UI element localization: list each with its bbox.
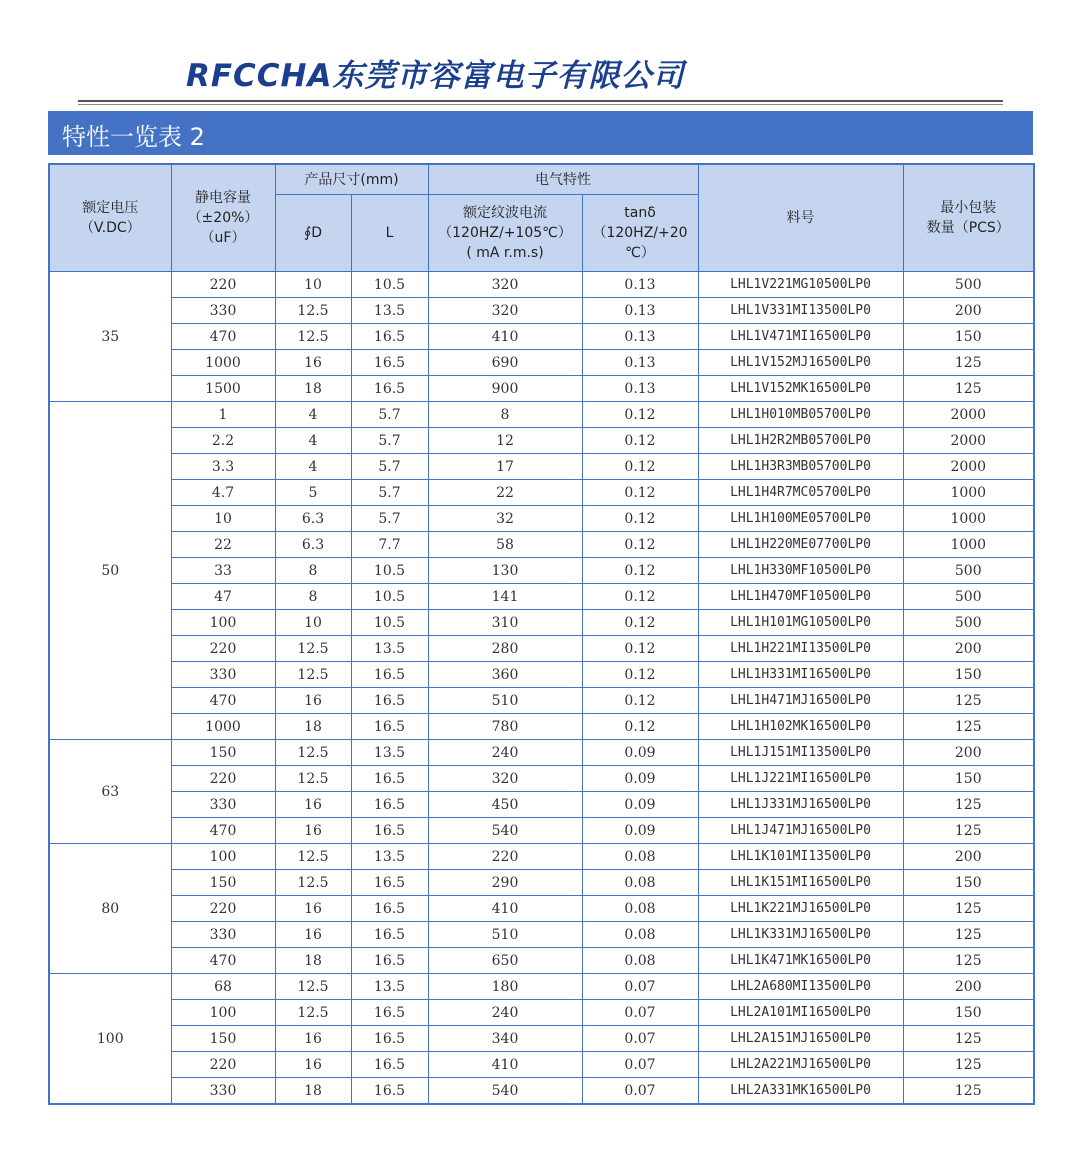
ripple-cell: 310 [428, 610, 582, 636]
ripple-cell: 320 [428, 298, 582, 324]
min-pack-cell: 1000 [903, 480, 1034, 506]
table-row [49, 766, 1034, 792]
ripple-cell: 650 [428, 948, 582, 974]
length-cell: 7.7 [351, 532, 428, 558]
part-number-cell: LHL1H3R3MB05700LP0 [698, 454, 903, 480]
length-cell: 16.5 [351, 818, 428, 844]
diameter-cell: 4 [275, 454, 351, 480]
length-cell: 16.5 [351, 766, 428, 792]
capacitance-cell: 330 [171, 922, 275, 948]
min-pack-cell: 500 [903, 558, 1034, 584]
header-capacitance: 静电容量 （±20%） （uF） [171, 164, 275, 272]
ripple-cell: 320 [428, 272, 582, 298]
part-number-cell: LHL1K331MJ16500LP0 [698, 922, 903, 948]
length-cell: 16.5 [351, 896, 428, 922]
ripple-cell: 180 [428, 974, 582, 1000]
part-number-cell: LHL2A331MK16500LP0 [698, 1078, 903, 1105]
ripple-cell: 17 [428, 454, 582, 480]
min-pack-cell: 125 [903, 922, 1034, 948]
diameter-cell: 16 [275, 1052, 351, 1078]
diameter-cell: 16 [275, 818, 351, 844]
ripple-cell: 22 [428, 480, 582, 506]
tan-cell: 0.07 [582, 1052, 698, 1078]
capacitance-cell: 100 [171, 1000, 275, 1026]
diameter-cell: 12.5 [275, 662, 351, 688]
length-cell: 16.5 [351, 714, 428, 740]
capacitance-cell: 100 [171, 610, 275, 636]
part-number-cell: LHL1K101MI13500LP0 [698, 844, 903, 870]
ripple-cell: 510 [428, 688, 582, 714]
capacitance-cell: 3.3 [171, 454, 275, 480]
part-number-cell: LHL1H100ME05700LP0 [698, 506, 903, 532]
capacitance-cell: 100 [171, 844, 275, 870]
part-number-cell: LHL1J471MJ16500LP0 [698, 818, 903, 844]
header-length: L [351, 195, 428, 272]
diameter-cell: 16 [275, 688, 351, 714]
min-pack-cell: 150 [903, 1000, 1034, 1026]
min-pack-cell: 2000 [903, 402, 1034, 428]
table-row [49, 272, 1034, 298]
part-number-cell: LHL1V152MJ16500LP0 [698, 350, 903, 376]
header-size-group: 产品尺寸(mm) [275, 164, 428, 195]
tan-cell: 0.08 [582, 870, 698, 896]
capacitance-cell: 1500 [171, 376, 275, 402]
spec-table [48, 163, 1035, 1105]
diameter-cell: 4 [275, 402, 351, 428]
table-row [49, 922, 1034, 948]
part-number-cell: LHL1H221MI13500LP0 [698, 636, 903, 662]
voltage-cell: 80 [49, 844, 171, 974]
table-row [49, 584, 1034, 610]
min-pack-cell: 200 [903, 636, 1034, 662]
min-pack-cell: 125 [903, 792, 1034, 818]
part-number-cell: LHL1H331MI16500LP0 [698, 662, 903, 688]
table-row [49, 636, 1034, 662]
ripple-cell: 340 [428, 1026, 582, 1052]
capacitance-cell: 220 [171, 272, 275, 298]
min-pack-cell: 125 [903, 896, 1034, 922]
tan-cell: 0.12 [582, 402, 698, 428]
diameter-cell: 12.5 [275, 844, 351, 870]
min-pack-cell: 1000 [903, 532, 1034, 558]
capacitance-cell: 220 [171, 896, 275, 922]
ripple-cell: 8 [428, 402, 582, 428]
header-tan-delta: tanδ （120HZ/+20 ℃） [582, 195, 698, 272]
capacitance-cell: 150 [171, 870, 275, 896]
min-pack-cell: 200 [903, 974, 1034, 1000]
ripple-cell: 540 [428, 818, 582, 844]
min-pack-cell: 125 [903, 818, 1034, 844]
capacitance-cell: 4.7 [171, 480, 275, 506]
diameter-cell: 12.5 [275, 298, 351, 324]
header-ripple-current: 额定纹波电流 （120HZ/+105℃） ( mA r.m.s) [428, 195, 582, 272]
ripple-cell: 410 [428, 1052, 582, 1078]
length-cell: 10.5 [351, 272, 428, 298]
tan-cell: 0.08 [582, 844, 698, 870]
length-cell: 16.5 [351, 948, 428, 974]
table-row [49, 428, 1034, 454]
diameter-cell: 10 [275, 610, 351, 636]
tan-cell: 0.13 [582, 376, 698, 402]
tan-cell: 0.12 [582, 532, 698, 558]
diameter-cell: 4 [275, 428, 351, 454]
table-row [49, 402, 1034, 428]
table-row [49, 1026, 1034, 1052]
tan-cell: 0.12 [582, 506, 698, 532]
diameter-cell: 12.5 [275, 870, 351, 896]
length-cell: 16.5 [351, 1052, 428, 1078]
tan-cell: 0.12 [582, 662, 698, 688]
capacitance-cell: 22 [171, 532, 275, 558]
length-cell: 16.5 [351, 376, 428, 402]
length-cell: 16.5 [351, 792, 428, 818]
tan-cell: 0.12 [582, 636, 698, 662]
table-row [49, 610, 1034, 636]
length-cell: 16.5 [351, 870, 428, 896]
min-pack-cell: 2000 [903, 454, 1034, 480]
diameter-cell: 18 [275, 714, 351, 740]
length-cell: 16.5 [351, 350, 428, 376]
length-cell: 5.7 [351, 402, 428, 428]
capacitance-cell: 33 [171, 558, 275, 584]
capacitance-cell: 220 [171, 636, 275, 662]
ripple-cell: 130 [428, 558, 582, 584]
length-cell: 16.5 [351, 922, 428, 948]
capacitance-cell: 68 [171, 974, 275, 1000]
length-cell: 5.7 [351, 454, 428, 480]
min-pack-cell: 150 [903, 662, 1034, 688]
capacitance-cell: 10 [171, 506, 275, 532]
tan-cell: 0.12 [582, 714, 698, 740]
header-part-number: 料号 [698, 164, 903, 272]
min-pack-cell: 200 [903, 298, 1034, 324]
part-number-cell: LHL1H010MB05700LP0 [698, 402, 903, 428]
min-pack-cell: 150 [903, 324, 1034, 350]
capacitance-cell: 150 [171, 740, 275, 766]
tan-cell: 0.12 [582, 610, 698, 636]
length-cell: 16.5 [351, 1078, 428, 1105]
length-cell: 16.5 [351, 324, 428, 350]
header-divider [78, 100, 1003, 102]
ripple-cell: 240 [428, 1000, 582, 1026]
tan-cell: 0.12 [582, 454, 698, 480]
capacitance-cell: 150 [171, 1026, 275, 1052]
min-pack-cell: 125 [903, 1078, 1034, 1105]
ripple-cell: 900 [428, 376, 582, 402]
ripple-cell: 410 [428, 896, 582, 922]
tan-cell: 0.13 [582, 298, 698, 324]
capacitance-cell: 47 [171, 584, 275, 610]
capacitance-cell: 330 [171, 792, 275, 818]
capacitance-cell: 470 [171, 818, 275, 844]
ripple-cell: 58 [428, 532, 582, 558]
diameter-cell: 12.5 [275, 324, 351, 350]
tan-cell: 0.09 [582, 792, 698, 818]
capacitance-cell: 1 [171, 402, 275, 428]
min-pack-cell: 1000 [903, 506, 1034, 532]
ripple-cell: 540 [428, 1078, 582, 1105]
part-number-cell: LHL1V471MI16500LP0 [698, 324, 903, 350]
section-title: 特性一览表 2 [62, 123, 205, 151]
header-min-pack: 最小包装 数量（PCS） [903, 164, 1034, 272]
capacitance-cell: 2.2 [171, 428, 275, 454]
capacitance-cell: 220 [171, 766, 275, 792]
voltage-cell: 63 [49, 740, 171, 844]
diameter-cell: 12.5 [275, 740, 351, 766]
length-cell: 10.5 [351, 584, 428, 610]
ripple-cell: 450 [428, 792, 582, 818]
tan-cell: 0.13 [582, 272, 698, 298]
diameter-cell: 18 [275, 376, 351, 402]
ripple-cell: 510 [428, 922, 582, 948]
part-number-cell: LHL1J331MJ16500LP0 [698, 792, 903, 818]
length-cell: 13.5 [351, 636, 428, 662]
tan-cell: 0.13 [582, 324, 698, 350]
table-row [49, 818, 1034, 844]
ripple-cell: 410 [428, 324, 582, 350]
diameter-cell: 16 [275, 350, 351, 376]
capacitance-cell: 220 [171, 1052, 275, 1078]
diameter-cell: 6.3 [275, 506, 351, 532]
diameter-cell: 6.3 [275, 532, 351, 558]
min-pack-cell: 125 [903, 376, 1034, 402]
table-row [49, 1078, 1034, 1105]
tan-cell: 0.12 [582, 688, 698, 714]
tan-cell: 0.09 [582, 740, 698, 766]
table-row [49, 870, 1034, 896]
min-pack-cell: 125 [903, 948, 1034, 974]
table-row [49, 714, 1034, 740]
min-pack-cell: 125 [903, 350, 1034, 376]
diameter-cell: 8 [275, 584, 351, 610]
diameter-cell: 8 [275, 558, 351, 584]
ripple-cell: 240 [428, 740, 582, 766]
tan-cell: 0.09 [582, 766, 698, 792]
diameter-cell: 16 [275, 1026, 351, 1052]
ripple-cell: 780 [428, 714, 582, 740]
table-row [49, 1052, 1034, 1078]
min-pack-cell: 200 [903, 844, 1034, 870]
ripple-cell: 360 [428, 662, 582, 688]
part-number-cell: LHL1H102MK16500LP0 [698, 714, 903, 740]
length-cell: 5.7 [351, 506, 428, 532]
part-number-cell: LHL1H471MJ16500LP0 [698, 688, 903, 714]
table-row [49, 974, 1034, 1000]
tan-cell: 0.13 [582, 350, 698, 376]
table-row [49, 350, 1034, 376]
length-cell: 13.5 [351, 298, 428, 324]
ripple-cell: 690 [428, 350, 582, 376]
tan-cell: 0.08 [582, 948, 698, 974]
length-cell: 16.5 [351, 1000, 428, 1026]
voltage-cell: 100 [49, 974, 171, 1105]
tan-cell: 0.09 [582, 818, 698, 844]
spec-table-body [49, 272, 1034, 1105]
diameter-cell: 12.5 [275, 1000, 351, 1026]
ripple-cell: 280 [428, 636, 582, 662]
diameter-cell: 16 [275, 896, 351, 922]
table-row [49, 324, 1034, 350]
diameter-cell: 12.5 [275, 636, 351, 662]
ripple-cell: 32 [428, 506, 582, 532]
capacitance-cell: 470 [171, 948, 275, 974]
min-pack-cell: 150 [903, 766, 1034, 792]
table-row [49, 480, 1034, 506]
diameter-cell: 12.5 [275, 974, 351, 1000]
min-pack-cell: 125 [903, 1052, 1034, 1078]
length-cell: 5.7 [351, 428, 428, 454]
length-cell: 16.5 [351, 662, 428, 688]
table-row [49, 1000, 1034, 1026]
part-number-cell: LHL1K471MK16500LP0 [698, 948, 903, 974]
diameter-cell: 12.5 [275, 766, 351, 792]
table-row [49, 454, 1034, 480]
table-row [49, 948, 1034, 974]
capacitance-cell: 1000 [171, 714, 275, 740]
company-name: RFCCHA东莞市容富电子有限公司 [186, 58, 685, 94]
min-pack-cell: 125 [903, 688, 1034, 714]
part-number-cell: LHL1H101MG10500LP0 [698, 610, 903, 636]
length-cell: 10.5 [351, 558, 428, 584]
header-divider-thin [78, 104, 1003, 105]
ripple-cell: 320 [428, 766, 582, 792]
min-pack-cell: 2000 [903, 428, 1034, 454]
diameter-cell: 16 [275, 922, 351, 948]
capacitance-cell: 1000 [171, 350, 275, 376]
capacitance-cell: 330 [171, 298, 275, 324]
part-number-cell: LHL1J221MI16500LP0 [698, 766, 903, 792]
capacitance-cell: 330 [171, 1078, 275, 1105]
diameter-cell: 16 [275, 792, 351, 818]
table-row [49, 792, 1034, 818]
tan-cell: 0.08 [582, 922, 698, 948]
part-number-cell: LHL1V221MG10500LP0 [698, 272, 903, 298]
part-number-cell: LHL2A101MI16500LP0 [698, 1000, 903, 1026]
header-voltage: 额定电压 （V.DC） [49, 164, 171, 272]
min-pack-cell: 150 [903, 870, 1034, 896]
part-number-cell: LHL1H2R2MB05700LP0 [698, 428, 903, 454]
tan-cell: 0.07 [582, 1000, 698, 1026]
tan-cell: 0.07 [582, 1026, 698, 1052]
length-cell: 5.7 [351, 480, 428, 506]
length-cell: 16.5 [351, 688, 428, 714]
part-number-cell: LHL1K151MI16500LP0 [698, 870, 903, 896]
length-cell: 13.5 [351, 844, 428, 870]
part-number-cell: LHL1V331MI13500LP0 [698, 298, 903, 324]
capacitance-cell: 470 [171, 324, 275, 350]
tan-cell: 0.12 [582, 428, 698, 454]
tan-cell: 0.12 [582, 584, 698, 610]
part-number-cell: LHL2A680MI13500LP0 [698, 974, 903, 1000]
table-row [49, 532, 1034, 558]
min-pack-cell: 500 [903, 584, 1034, 610]
capacitance-cell: 470 [171, 688, 275, 714]
ripple-cell: 290 [428, 870, 582, 896]
capacitance-cell: 330 [171, 662, 275, 688]
min-pack-cell: 500 [903, 610, 1034, 636]
tan-cell: 0.12 [582, 558, 698, 584]
part-number-cell: LHL1K221MJ16500LP0 [698, 896, 903, 922]
tan-cell: 0.07 [582, 974, 698, 1000]
table-row [49, 662, 1034, 688]
table-row [49, 298, 1034, 324]
table-row [49, 896, 1034, 922]
part-number-cell: LHL1H330MF10500LP0 [698, 558, 903, 584]
table-row [49, 688, 1034, 714]
tan-cell: 0.12 [582, 480, 698, 506]
table-row [49, 740, 1034, 766]
min-pack-cell: 200 [903, 740, 1034, 766]
min-pack-cell: 125 [903, 1026, 1034, 1052]
table-row [49, 558, 1034, 584]
part-number-cell: LHL1H470MF10500LP0 [698, 584, 903, 610]
ripple-cell: 141 [428, 584, 582, 610]
header-diameter: ∮D [275, 195, 351, 272]
diameter-cell: 18 [275, 948, 351, 974]
length-cell: 13.5 [351, 974, 428, 1000]
tan-cell: 0.08 [582, 896, 698, 922]
section-bar [48, 111, 1033, 155]
length-cell: 16.5 [351, 1026, 428, 1052]
diameter-cell: 18 [275, 1078, 351, 1105]
voltage-cell: 50 [49, 402, 171, 740]
part-number-cell: LHL2A151MJ16500LP0 [698, 1026, 903, 1052]
part-number-cell: LHL2A221MJ16500LP0 [698, 1052, 903, 1078]
table-row [49, 376, 1034, 402]
diameter-cell: 10 [275, 272, 351, 298]
part-number-cell: LHL1H4R7MC05700LP0 [698, 480, 903, 506]
min-pack-cell: 500 [903, 272, 1034, 298]
part-number-cell: LHL1H220ME07700LP0 [698, 532, 903, 558]
part-number-cell: LHL1V152MK16500LP0 [698, 376, 903, 402]
diameter-cell: 5 [275, 480, 351, 506]
tan-cell: 0.07 [582, 1078, 698, 1105]
part-number-cell: LHL1J151MI13500LP0 [698, 740, 903, 766]
voltage-cell: 35 [49, 272, 171, 402]
table-row [49, 844, 1034, 870]
header-electrical-group: 电气特性 [428, 164, 698, 195]
ripple-cell: 12 [428, 428, 582, 454]
table-row [49, 506, 1034, 532]
min-pack-cell: 125 [903, 714, 1034, 740]
length-cell: 13.5 [351, 740, 428, 766]
length-cell: 10.5 [351, 610, 428, 636]
ripple-cell: 220 [428, 844, 582, 870]
